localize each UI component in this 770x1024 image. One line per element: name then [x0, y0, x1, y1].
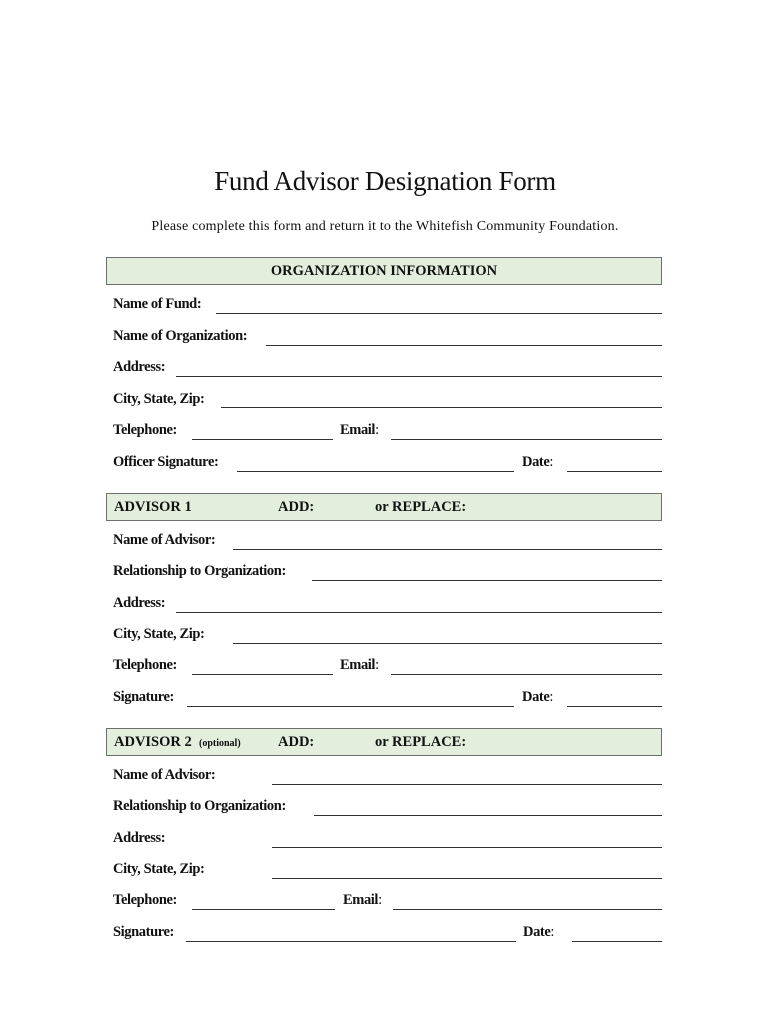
org-date-field[interactable]: [567, 471, 662, 472]
advisor1-date-field[interactable]: [567, 706, 662, 707]
advisor1-signature-field[interactable]: [187, 706, 514, 707]
advisor2-title: ADVISOR 2 (optional): [114, 734, 241, 750]
org-email-label: Email:: [340, 422, 379, 438]
advisor1-title: ADVISOR 1: [114, 499, 192, 515]
advisor2-city-state-zip-field[interactable]: [272, 878, 662, 879]
advisor2-name-label: Name of Advisor:: [113, 767, 216, 783]
advisor1-signature-label: Signature:: [113, 689, 174, 705]
advisor2-telephone-label: Telephone:: [113, 892, 177, 908]
advisor1-relationship-label: Relationship to Organization:: [113, 563, 286, 579]
advisor2-add-option[interactable]: ADD:: [278, 734, 315, 750]
org-city-state-zip-field[interactable]: [221, 407, 662, 408]
advisor2-relationship-label: Relationship to Organization:: [113, 798, 286, 814]
advisor2-date-field[interactable]: [572, 941, 662, 942]
org-section-title: ORGANIZATION INFORMATION: [270, 263, 498, 279]
org-email-field[interactable]: [391, 439, 662, 440]
advisor1-email-label: Email:: [340, 657, 379, 673]
page-title: Fund Advisor Designation Form: [214, 166, 556, 196]
advisor2-address-field[interactable]: [272, 847, 662, 848]
advisor1-address-label: Address:: [113, 595, 166, 611]
org-city-state-zip-label: City, State, Zip:: [113, 391, 205, 407]
advisor2-signature-field[interactable]: [186, 941, 516, 942]
advisor1-city-state-zip-field[interactable]: [233, 643, 662, 644]
org-telephone-label: Telephone:: [113, 422, 177, 438]
advisor2-name-field[interactable]: [272, 784, 662, 785]
officer-signature-label: Officer Signature:: [113, 454, 219, 470]
advisor1-city-state-zip-label: City, State, Zip:: [113, 626, 205, 642]
name-of-fund-label: Name of Fund:: [113, 296, 202, 312]
name-of-org-label: Name of Organization:: [113, 328, 248, 344]
name-of-fund-field[interactable]: [216, 313, 662, 314]
officer-signature-field[interactable]: [237, 471, 514, 472]
advisor2-signature-label: Signature:: [113, 924, 174, 940]
advisor1-replace-option[interactable]: or REPLACE:: [375, 499, 467, 515]
advisor1-email-field[interactable]: [391, 674, 662, 675]
advisor2-email-field[interactable]: [393, 909, 662, 910]
advisor2-optional-note: (optional): [199, 738, 241, 749]
org-address-label: Address:: [113, 359, 166, 375]
org-section-header: [106, 257, 662, 285]
advisor2-telephone-field[interactable]: [192, 909, 335, 910]
advisor2-city-state-zip-label: City, State, Zip:: [113, 861, 205, 877]
advisor1-add-option[interactable]: ADD:: [278, 499, 315, 515]
advisor1-date-label: Date:: [522, 689, 554, 705]
org-telephone-field[interactable]: [192, 439, 333, 440]
advisor1-section-header: [106, 493, 662, 521]
advisor2-address-label: Address:: [113, 830, 166, 846]
advisor1-relationship-field[interactable]: [312, 580, 662, 581]
advisor2-email-label: Email:: [343, 892, 382, 908]
advisor2-relationship-field[interactable]: [314, 815, 662, 816]
advisor2-replace-option[interactable]: or REPLACE:: [375, 734, 467, 750]
page-subtitle: Please complete this form and return it to the Whitefish Community Foundation.: [151, 219, 619, 234]
name-of-org-field[interactable]: [266, 345, 662, 346]
advisor1-telephone-field[interactable]: [192, 674, 333, 675]
advisor1-name-field[interactable]: [233, 549, 662, 550]
advisor2-date-label: Date:: [523, 924, 555, 940]
advisor1-name-label: Name of Advisor:: [113, 532, 216, 548]
advisor1-address-field[interactable]: [176, 612, 662, 613]
org-address-field[interactable]: [176, 376, 662, 377]
advisor1-telephone-label: Telephone:: [113, 657, 177, 673]
org-date-label: Date:: [522, 454, 554, 470]
advisor2-section-header: [106, 728, 662, 756]
